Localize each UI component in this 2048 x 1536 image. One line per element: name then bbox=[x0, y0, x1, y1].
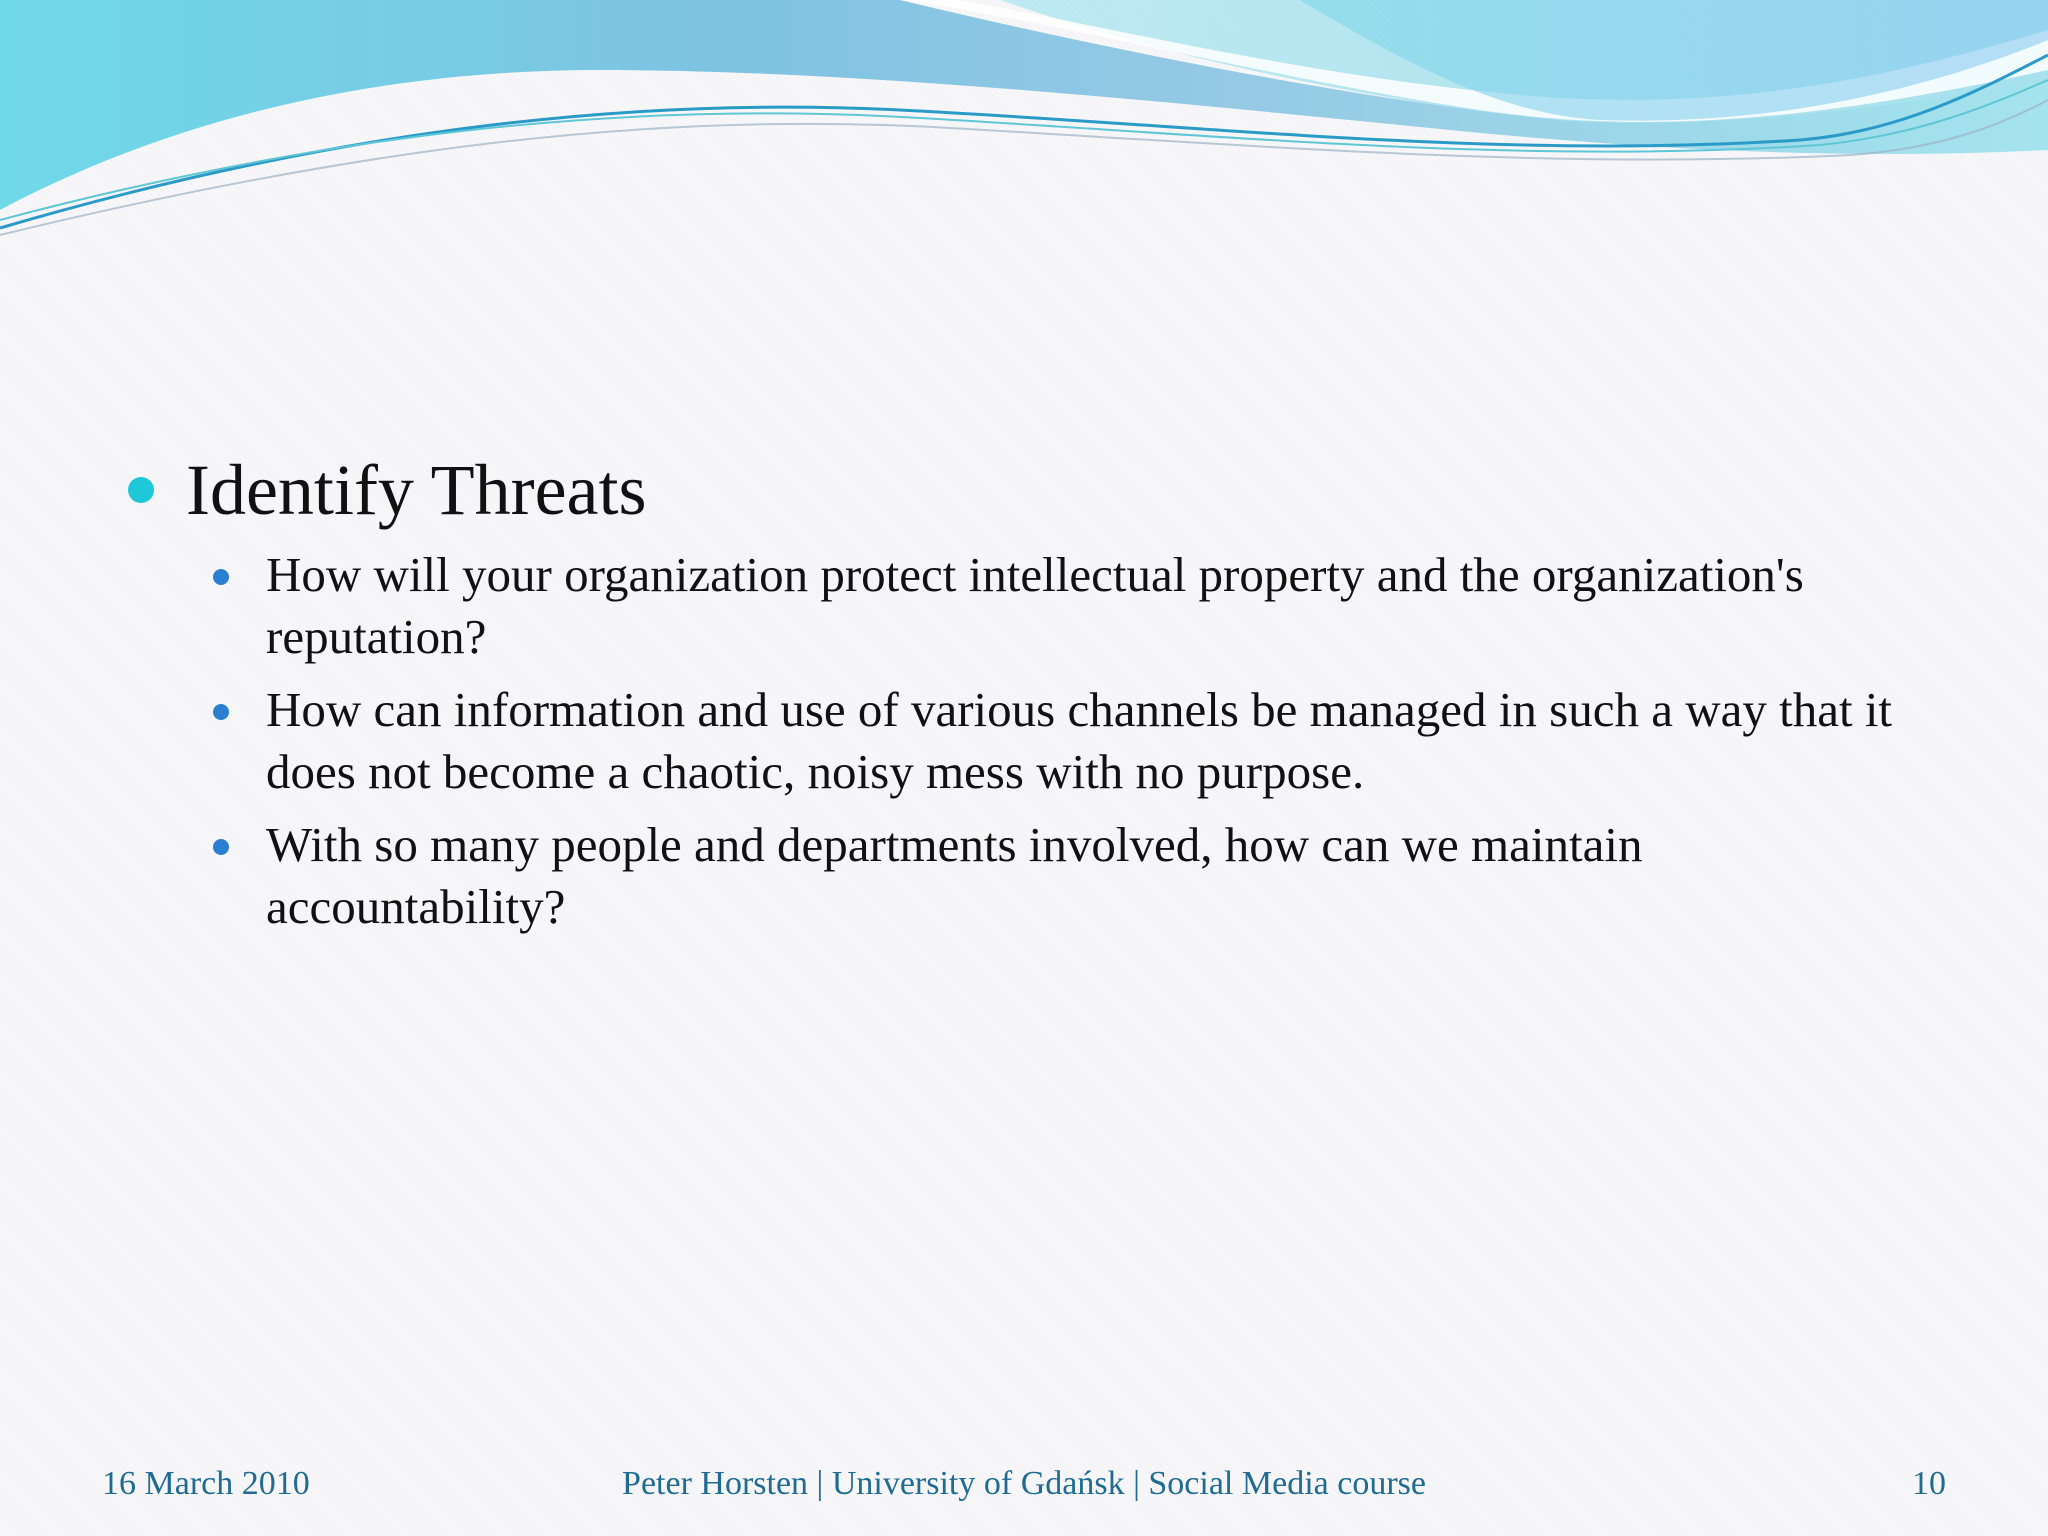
sub-bullet-list bbox=[128, 544, 1928, 938]
slide-heading: Identify Threats bbox=[186, 450, 647, 530]
footer-date: 16 March 2010 bbox=[102, 1465, 310, 1502]
bullet-icon bbox=[128, 477, 154, 503]
list-item bbox=[266, 679, 1906, 803]
sub-bullet-icon bbox=[213, 704, 229, 720]
sub-bullet-icon bbox=[213, 839, 229, 855]
slide-number: 10 bbox=[1912, 1465, 1946, 1502]
sub-bullet-icon bbox=[213, 569, 229, 585]
list-item bbox=[266, 544, 1906, 668]
list-item-text: How will your organization protect intellectual property and the organization's reputation? bbox=[266, 547, 1804, 664]
list-item bbox=[266, 814, 1906, 938]
header-wave-decoration bbox=[0, 0, 2048, 240]
list-item-text: How can information and use of various channels be managed in such a way that it does not become a chaotic, noisy mess with no purpose. bbox=[266, 682, 1893, 799]
slide-content bbox=[128, 440, 1928, 949]
footer-title: Peter Horsten | University of Gdańsk | Social Media course bbox=[622, 1465, 1426, 1502]
list-item-text: With so many people and departments involved, how can we maintain accountability? bbox=[266, 817, 1643, 934]
main-bullet bbox=[128, 440, 1928, 540]
